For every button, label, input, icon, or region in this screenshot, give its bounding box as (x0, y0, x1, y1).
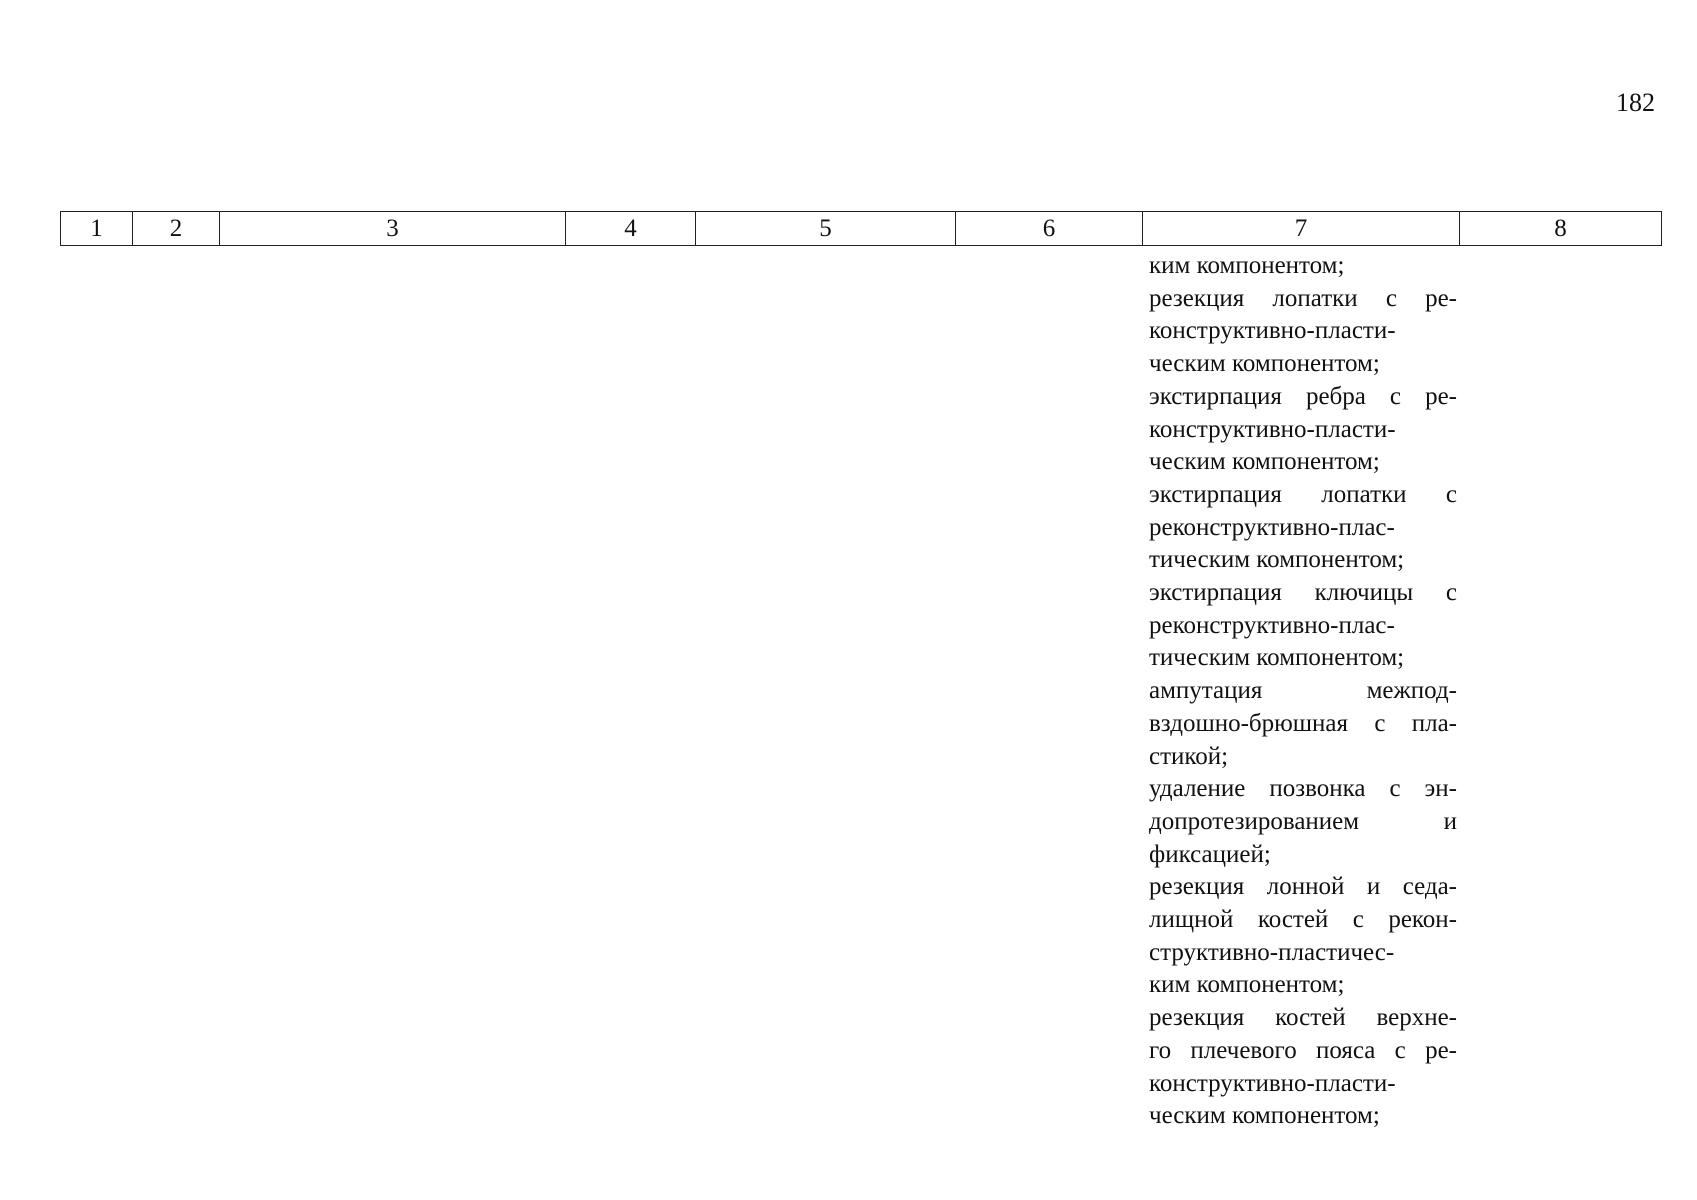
column-number-header-table (60, 211, 1662, 246)
procedure-text-line: конструктивно-пласти- (1149, 1069, 1396, 1097)
procedure-text-line: удаление позвонка с эн- (1149, 775, 1457, 803)
procedure-text-line: конструктивно-пласти- (1149, 317, 1396, 345)
header-cell-1: 1 (61, 212, 133, 246)
column-7-procedure-list (1149, 250, 1457, 1133)
procedure-text-line: ческим компонентом; (1149, 448, 1380, 476)
header-cell-5: 5 (696, 212, 956, 246)
procedure-text-line: ческим компонентом; (1149, 1102, 1380, 1130)
procedure-text-line: ким компонентом; (1149, 252, 1345, 279)
procedure-text-line: резекция лонной и седа- (1149, 873, 1457, 901)
procedure-text-line: тическим компонентом; (1149, 644, 1405, 672)
header-cell-7: 7 (1143, 212, 1460, 246)
procedure-text-line: фиксацией; (1149, 840, 1271, 868)
procedure-text-line: ким компонентом; (1149, 971, 1345, 999)
procedure-text-line: конструктивно-пласти- (1149, 415, 1396, 443)
header-cell-6: 6 (956, 212, 1143, 246)
procedure-text-line: экстирпация ребра с ре- (1149, 382, 1457, 410)
header-cell-2: 2 (133, 212, 220, 246)
procedure-text-line: экстирпация лопатки с (1149, 480, 1457, 508)
procedure-text-line: лищной костей с рекон- (1149, 906, 1457, 934)
procedure-text-line: резекция костей верхне- (1149, 1004, 1457, 1032)
procedure-text-line: вздошно-брюшная с пла- (1149, 709, 1457, 737)
page-number: 182 (1616, 88, 1655, 117)
procedure-text-line: стикой; (1149, 742, 1229, 770)
header-row (61, 212, 1662, 246)
procedure-text-line: допротезированием и (1149, 807, 1457, 835)
procedure-text-line: реконструктивно-плас- (1149, 611, 1395, 639)
procedure-text-line: ческим компонентом; (1149, 350, 1380, 378)
header-cell-4: 4 (566, 212, 696, 246)
procedure-text-line: тическим компонентом; (1149, 546, 1405, 574)
procedure-text-line: ампутация межпод- (1149, 677, 1457, 705)
procedure-text-line: структивно-пластичес- (1149, 938, 1395, 966)
header-cell-3: 3 (220, 212, 566, 246)
procedure-text-line: го плечевого пояса с ре- (1149, 1036, 1457, 1064)
header-cell-8: 8 (1460, 212, 1662, 246)
procedure-text-line: резекция лопатки с ре- (1149, 284, 1457, 312)
procedure-text-line: реконструктивно-плас- (1149, 513, 1395, 541)
procedure-text-line: экстирпация ключицы с (1149, 579, 1457, 607)
